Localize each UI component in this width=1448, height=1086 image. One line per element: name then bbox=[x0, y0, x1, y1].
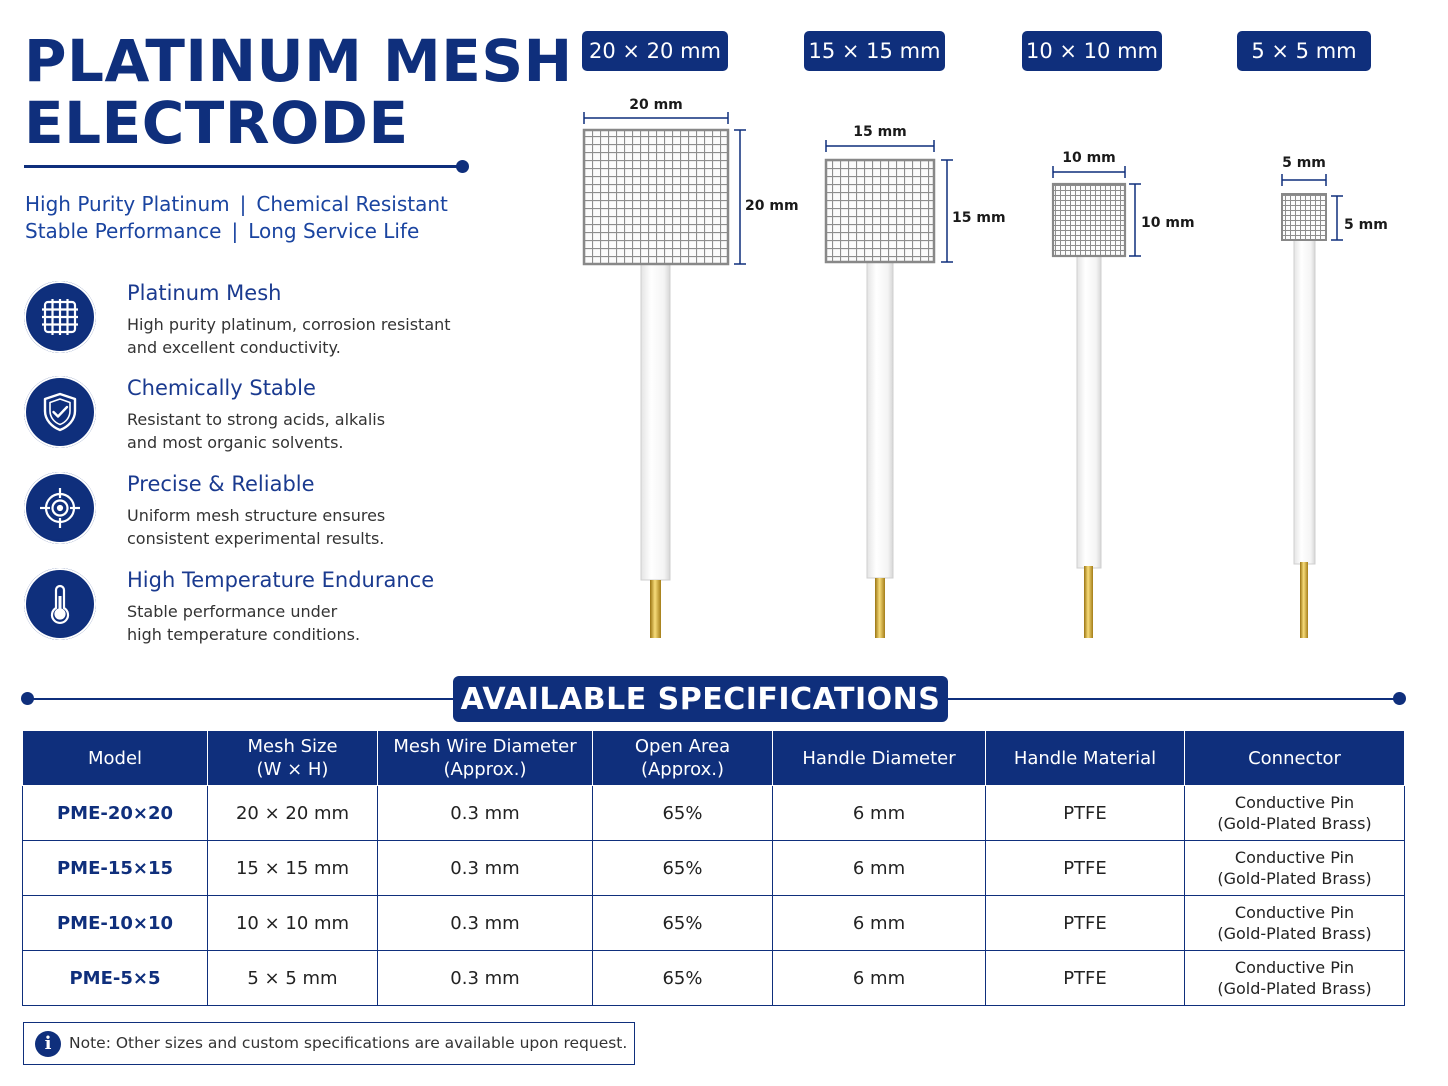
connector-line: Conductive Pin bbox=[1234, 903, 1355, 922]
platinum-mesh bbox=[826, 160, 934, 262]
cell-wire-diameter: 0.3 mm bbox=[378, 951, 593, 1006]
electrode-15x15 bbox=[826, 124, 1006, 638]
feature-description bbox=[127, 600, 487, 646]
page-title bbox=[24, 27, 573, 157]
feature-desc-line: and most organic solvents. bbox=[127, 433, 344, 452]
tagline-line-2 bbox=[25, 218, 419, 244]
cell-mesh-size: 5 × 5 mm bbox=[208, 951, 378, 1006]
header-subtext: (W × H) bbox=[256, 759, 329, 780]
cell-wire-diameter: 0.3 mm bbox=[378, 841, 593, 896]
spec-line-right bbox=[944, 698, 1400, 700]
height-dimension-label: 15 mm bbox=[952, 210, 1006, 226]
ptfe-handle bbox=[641, 262, 670, 580]
feature-description bbox=[127, 408, 487, 454]
header-subtext: (Approx.) bbox=[640, 759, 725, 780]
note-box bbox=[23, 1022, 635, 1065]
ptfe-handle bbox=[1294, 238, 1315, 564]
column-header-mesh-size bbox=[208, 731, 378, 786]
feature-desc-line: Resistant to strong acids, alkalis bbox=[127, 410, 386, 429]
feature-title: Platinum Mesh bbox=[127, 281, 282, 305]
column-header-open-area bbox=[593, 731, 773, 786]
feature-platinum-mesh bbox=[24, 281, 484, 361]
cell-connector bbox=[1185, 896, 1405, 951]
table-row bbox=[23, 951, 1405, 1006]
column-header-model bbox=[23, 731, 208, 786]
feature-desc-line: high temperature conditions. bbox=[127, 625, 361, 644]
size-label-10: 10 × 10 mm bbox=[1022, 31, 1162, 71]
electrode-20x20 bbox=[584, 97, 799, 638]
cell-connector bbox=[1185, 841, 1405, 896]
specifications-banner: AVAILABLE SPECIFICATIONS bbox=[453, 676, 948, 722]
shield-check-icon bbox=[24, 376, 96, 448]
gold-pin bbox=[1300, 562, 1308, 638]
width-dimension bbox=[826, 140, 934, 152]
height-dimension-label: 20 mm bbox=[745, 198, 799, 214]
connector-line: (Gold-Plated Brass) bbox=[1217, 869, 1372, 888]
width-dimension bbox=[1282, 174, 1326, 186]
cell-model: PME-20×20 bbox=[23, 786, 208, 841]
connector-line: (Gold-Plated Brass) bbox=[1217, 814, 1372, 833]
cell-model: PME-15×15 bbox=[23, 841, 208, 896]
gold-pin bbox=[1084, 566, 1093, 638]
column-header-wire-diameter bbox=[378, 731, 593, 786]
mesh-grid-icon bbox=[24, 281, 96, 353]
header-text: Connector bbox=[1248, 747, 1341, 769]
note-text: Note: Other sizes and custom specifications are available upon request. bbox=[69, 1034, 628, 1052]
electrode-5x5 bbox=[1282, 155, 1388, 638]
feature-chemically-stable bbox=[24, 376, 484, 456]
electrode-10x10 bbox=[1053, 150, 1195, 638]
cell-open-area: 65% bbox=[593, 841, 773, 896]
title-line-2: ELECTRODE bbox=[24, 89, 409, 157]
platinum-mesh bbox=[584, 130, 728, 264]
cell-wire-diameter: 0.3 mm bbox=[378, 786, 593, 841]
height-dimension bbox=[1129, 184, 1141, 256]
feature-description bbox=[127, 504, 487, 550]
width-dimension bbox=[1053, 166, 1125, 178]
tagline-item: Long Service Life bbox=[248, 219, 420, 243]
header-text: Open Area bbox=[634, 736, 731, 757]
connector-line: Conductive Pin bbox=[1234, 793, 1355, 812]
feature-desc-line: High purity platinum, corrosion resistant bbox=[127, 315, 451, 334]
cell-handle-diameter: 6 mm bbox=[773, 951, 986, 1006]
cell-handle-diameter: 6 mm bbox=[773, 896, 986, 951]
column-header-handle-diameter bbox=[773, 731, 986, 786]
height-dimension bbox=[734, 130, 746, 264]
header-subtext: (Approx.) bbox=[443, 759, 527, 780]
cell-mesh-size: 15 × 15 mm bbox=[208, 841, 378, 896]
tagline-separator: | bbox=[231, 219, 239, 243]
platinum-mesh bbox=[1053, 184, 1125, 256]
connector-line: Conductive Pin bbox=[1234, 848, 1355, 867]
feature-title: Chemically Stable bbox=[127, 376, 316, 400]
gold-pin bbox=[650, 580, 661, 638]
feature-desc-line: Stable performance under bbox=[127, 602, 338, 621]
table-row bbox=[23, 841, 1405, 896]
feature-precise-reliable bbox=[24, 472, 484, 552]
header-text: Model bbox=[87, 747, 143, 769]
height-dimension-label: 10 mm bbox=[1141, 215, 1195, 231]
header-text: Handle Material bbox=[1013, 747, 1157, 769]
size-label-15: 15 × 15 mm bbox=[804, 31, 945, 71]
gold-pin bbox=[875, 578, 885, 638]
width-dimension bbox=[584, 112, 728, 124]
info-icon: i bbox=[35, 1031, 61, 1057]
cell-handle-material: PTFE bbox=[986, 841, 1185, 896]
feature-title: High Temperature Endurance bbox=[127, 568, 435, 592]
cell-connector bbox=[1185, 786, 1405, 841]
header-text: Mesh Size bbox=[247, 736, 338, 757]
tagline-item: High Purity Platinum bbox=[25, 192, 230, 216]
feature-title: Precise & Reliable bbox=[127, 472, 315, 496]
cell-model: PME-10×10 bbox=[23, 896, 208, 951]
target-crosshair-icon bbox=[24, 472, 96, 544]
table-header-row bbox=[23, 731, 1405, 786]
width-dimension-label: 20 mm bbox=[629, 97, 683, 113]
height-dimension-label: 5 mm bbox=[1344, 217, 1388, 233]
width-dimension-label: 15 mm bbox=[853, 124, 907, 140]
ptfe-handle bbox=[1077, 254, 1101, 568]
header-text: Handle Diameter bbox=[802, 747, 956, 769]
feature-desc-line: and excellent conductivity. bbox=[127, 338, 341, 357]
cell-open-area: 65% bbox=[593, 896, 773, 951]
ptfe-handle bbox=[867, 260, 893, 578]
feature-high-temperature bbox=[24, 568, 484, 648]
cell-mesh-size: 10 × 10 mm bbox=[208, 896, 378, 951]
width-dimension-label: 10 mm bbox=[1062, 150, 1116, 166]
cell-handle-diameter: 6 mm bbox=[773, 841, 986, 896]
size-label-5: 5 × 5 mm bbox=[1237, 31, 1371, 71]
cell-handle-material: PTFE bbox=[986, 896, 1185, 951]
specifications-table bbox=[22, 730, 1405, 1006]
table-row bbox=[23, 786, 1405, 841]
title-line-1: PLATINUM MESH bbox=[24, 27, 573, 95]
cell-connector bbox=[1185, 951, 1405, 1006]
feature-desc-line: consistent experimental results. bbox=[127, 529, 385, 548]
cell-model: PME-5×5 bbox=[23, 951, 208, 1006]
electrode-illustrations bbox=[560, 80, 1440, 650]
cell-handle-material: PTFE bbox=[986, 786, 1185, 841]
tagline-line-1 bbox=[25, 191, 448, 217]
feature-desc-line: Uniform mesh structure ensures bbox=[127, 506, 386, 525]
height-dimension bbox=[1331, 196, 1343, 240]
cell-handle-material: PTFE bbox=[986, 951, 1185, 1006]
spec-line-left bbox=[27, 698, 457, 700]
column-header-handle-material bbox=[986, 731, 1185, 786]
cell-open-area: 65% bbox=[593, 951, 773, 1006]
cell-open-area: 65% bbox=[593, 786, 773, 841]
thermometer-icon bbox=[24, 568, 96, 640]
connector-line: (Gold-Plated Brass) bbox=[1217, 979, 1372, 998]
cell-handle-diameter: 6 mm bbox=[773, 786, 986, 841]
table-row bbox=[23, 896, 1405, 951]
platinum-mesh bbox=[1282, 194, 1326, 240]
width-dimension-label: 5 mm bbox=[1282, 155, 1326, 171]
tagline-separator: | bbox=[239, 192, 247, 216]
column-header-connector bbox=[1185, 731, 1405, 786]
spec-line-dot-right bbox=[1393, 692, 1406, 705]
feature-description bbox=[127, 313, 487, 359]
size-label-20: 20 × 20 mm bbox=[582, 31, 728, 71]
cell-mesh-size: 20 × 20 mm bbox=[208, 786, 378, 841]
header-text: Mesh Wire Diameter bbox=[393, 736, 577, 757]
tagline-item: Stable Performance bbox=[25, 219, 222, 243]
title-underline bbox=[24, 165, 462, 168]
cell-wire-diameter: 0.3 mm bbox=[378, 896, 593, 951]
connector-line: (Gold-Plated Brass) bbox=[1217, 924, 1372, 943]
tagline-item: Chemical Resistant bbox=[256, 192, 448, 216]
title-underline-dot bbox=[456, 160, 469, 173]
connector-line: Conductive Pin bbox=[1234, 958, 1355, 977]
